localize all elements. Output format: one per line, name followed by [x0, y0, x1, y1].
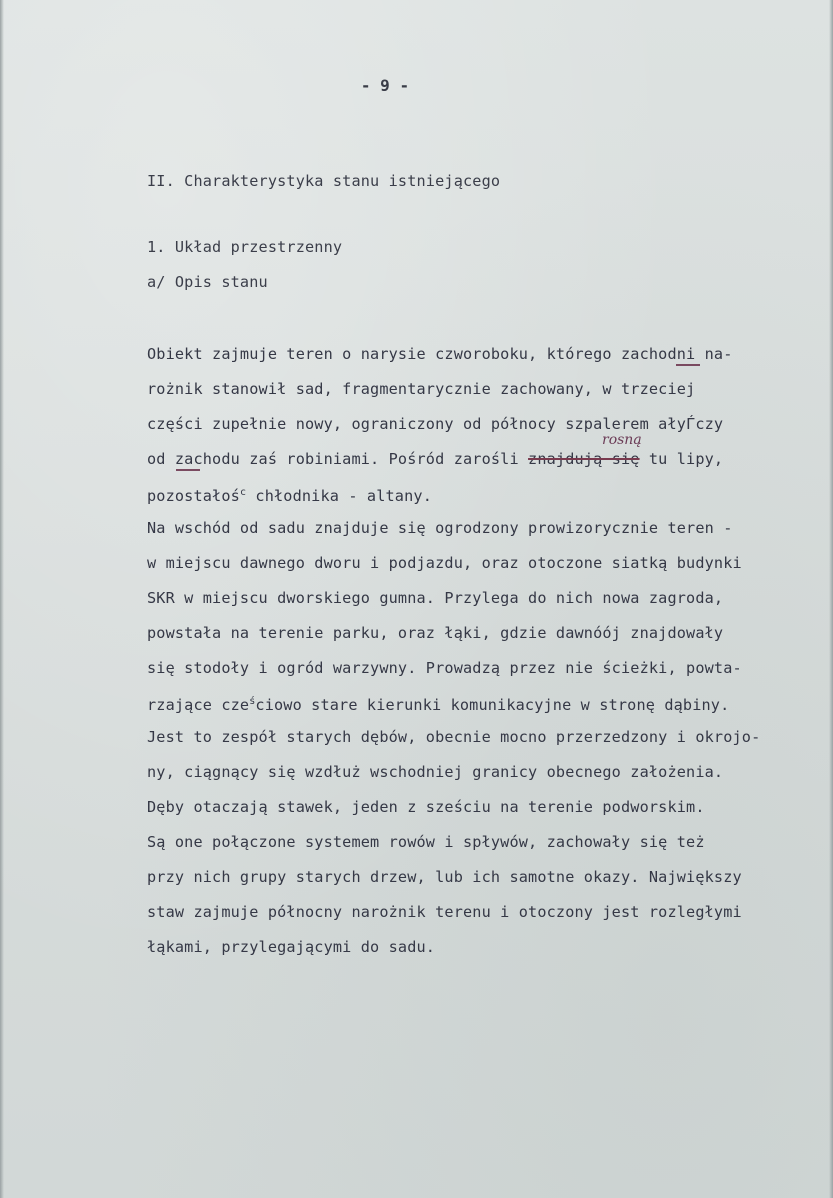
paragraph-2-line-4: powstała na terenie parku, oraz łąki, gdzie dawnóój znajdowały [147, 624, 724, 642]
superscript-s: ś [249, 696, 256, 707]
paragraph-2-line-8: ny, ciągnący się wzdłuż wschodniej granicy obecnego założenia. [147, 763, 724, 781]
paragraph-1-line-2: rożnik stanowił sad, fragmentarycznie zachowany, w trzeciej [147, 380, 696, 398]
page-edge-left [0, 0, 4, 1198]
paragraph-2-line-12: staw zajmuje północny narożnik terenu i otoczony jest rozległymi [147, 903, 742, 921]
paragraph-2-line-6 [147, 693, 729, 714]
subsection-heading: 1. Układ przestrzenny [147, 238, 343, 256]
section-heading: II. Charakterystyka stanu istniejącego [147, 172, 501, 190]
paragraph-1-line-3: części zupełnie nowy, ograniczony od północy szpalerem ałyЃczy [147, 415, 724, 433]
paragraph-1-line-5-end: chłodnika - altany. [255, 487, 432, 506]
superscript-c: c [239, 487, 247, 498]
paragraph-1-line-4-end: tu lipy, [639, 450, 724, 468]
paragraph-2-line-6-start: rzające cze [147, 696, 250, 715]
paragraph-1-line-1: Obiekt zajmuje teren o narysie czworoboku, którego zachodni na- [147, 345, 733, 363]
struck-through-text: znajdują się [528, 450, 640, 468]
paragraph-1-line-5 [147, 484, 432, 505]
paragraph-2-line-2: w miejscu dawnego dworu i podjazdu, oraz otoczone siatką budynki [147, 554, 742, 572]
paragraph-1-line-4-text: od zachodu zaś robiniami. Pośród zarośli [147, 450, 529, 468]
paragraph-2-line-11: przy nich grupy starych drzew, lub ich samotne okazy. Największy [147, 868, 742, 886]
handwritten-underline-mark [176, 469, 200, 471]
paragraph-2-line-9: Dęby otaczają stawek, jeden z sześciu na terenie podworskim. [147, 798, 705, 816]
paragraph-2-line-1: Na wschód od sadu znajduje się ogrodzony prowizorycznie teren - [147, 519, 733, 537]
paragraph-2-line-3: SKR w miejscu dworskiego gumna. Przylega do nich nowa zagroda, [147, 589, 724, 607]
handwritten-underline-mark [676, 364, 700, 366]
paragraph-2-line-13: łąkami, przylegającymi do sadu. [147, 938, 436, 956]
paragraph-2-line-5: się stodoły i ogród warzywny. Prowadzą przez nie ścieżki, powta- [147, 659, 742, 677]
paragraph-2-line-10: Są one połączone systemem rowów i spływów, zachowały się też [147, 833, 705, 851]
page-edge-right [829, 0, 833, 1198]
page-number: - 9 - [360, 76, 410, 95]
subsubsection-heading: a/ Opis stanu [147, 273, 268, 291]
handwritten-correction: rosną [602, 432, 642, 448]
paragraph-1-line-5-start: pozostałoś [147, 487, 240, 506]
paragraph-2-line-6-end: ciowo stare kierunki komunikacyjne w stronę dąbiny. [255, 696, 730, 715]
paragraph-1-line-4 [147, 450, 723, 468]
paragraph-2-line-7: Jest to zespół starych dębów, obecnie mocno przerzedzony i okrojo- [147, 728, 761, 746]
